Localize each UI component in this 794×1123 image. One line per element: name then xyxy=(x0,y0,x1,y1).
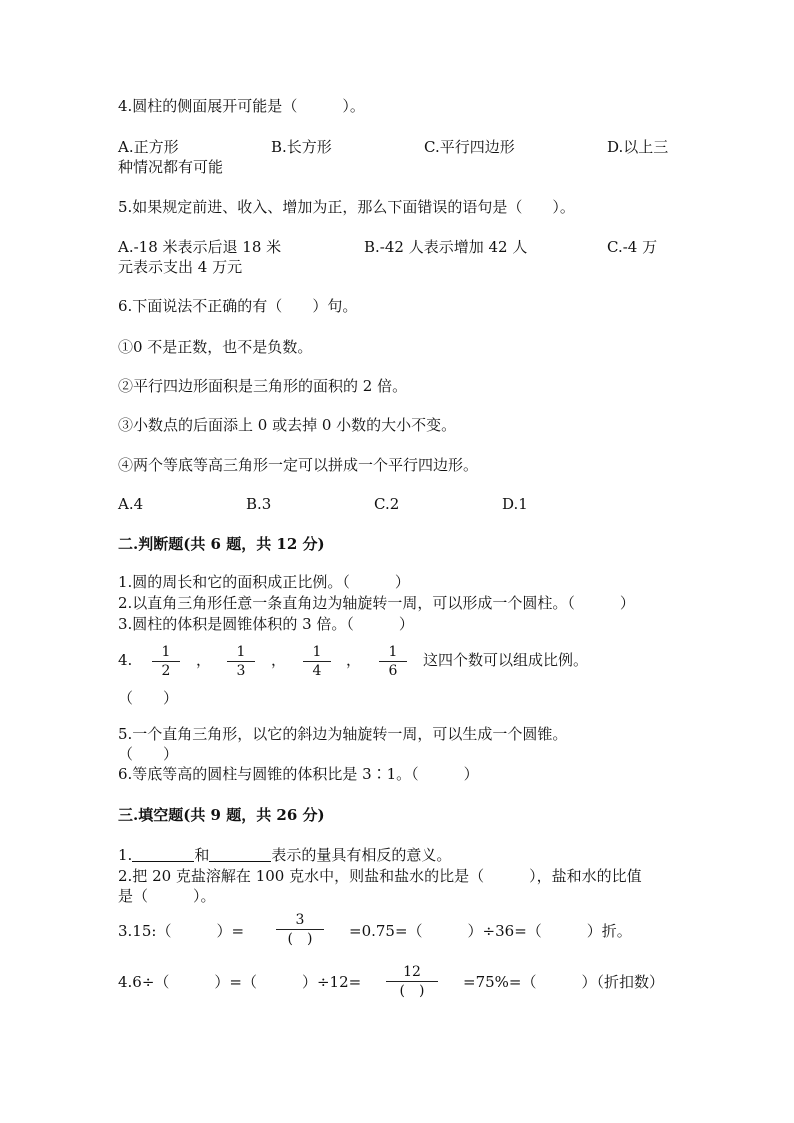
judge-4-comma-1: ， xyxy=(196,651,212,669)
fraction-1-numerator: 1 xyxy=(161,644,171,660)
fill-3-tail: =0.75=（ ）÷36=（ ）折。 xyxy=(349,922,632,940)
section-2-title: 二.判断题(共 6 题，共 12 分) xyxy=(118,535,325,553)
judge-4-fraction-3 xyxy=(297,644,337,679)
q5-option-b[interactable]: B.-42 人表示增加 42 人 xyxy=(364,238,528,256)
fraction-3-bar xyxy=(303,661,331,662)
q5-option-c-cont: 元表示支出 4 万元 xyxy=(118,258,243,276)
q5-option-a[interactable]: A.-18 米表示后退 18 米 xyxy=(118,238,282,256)
fill-4-fraction xyxy=(386,964,438,999)
q6-option-a[interactable]: A.4 xyxy=(118,495,144,513)
judge-3: 3.圆柱的体积是圆锥体积的 3 倍。（ ） xyxy=(118,615,414,633)
fill-3-head: 3.15:（ ）= xyxy=(118,922,245,940)
q4-stem: 4.圆柱的侧面展开可能是（ ）。 xyxy=(118,97,365,115)
q5-option-c[interactable]: C.-4 万 xyxy=(607,238,658,256)
fill-3-numerator: 3 xyxy=(295,912,305,928)
judge-2: 2.以直角三角形任意一条直角边为轴旋转一周，可以形成一个圆柱。（ ） xyxy=(118,594,635,612)
fill-4-head: 4.6÷（ ）=（ ）÷12= xyxy=(118,973,362,991)
fill-1-tail: 表示的量具有相反的意义。 xyxy=(271,846,452,864)
fill-2-line-1: 2.把 20 克盐溶解在 100 克水中，则盐和盐水的比是（ ），盐和水的比值 xyxy=(118,867,642,885)
fraction-2-numerator: 1 xyxy=(236,644,246,660)
fill-2-line-2: 是（ ）。 xyxy=(118,887,216,905)
fill-1-blank-2[interactable] xyxy=(209,847,271,862)
fill-1-blank-1[interactable] xyxy=(132,847,194,862)
fill-4-denominator[interactable]: ( ) xyxy=(399,983,425,999)
judge-4-fraction-4 xyxy=(373,644,413,679)
judge-1: 1.圆的周长和它的面积成正比例。（ ） xyxy=(118,573,410,591)
judge-4-fraction-2 xyxy=(221,644,261,679)
fill-3-bar xyxy=(276,929,324,930)
q6-statement-2: ②平行四边形面积是三角形的面积的 2 倍。 xyxy=(118,377,408,395)
fill-3-fraction xyxy=(276,912,324,947)
fill-4-bar xyxy=(386,981,438,982)
fill-1-and: 和 xyxy=(194,846,210,864)
fraction-1-bar xyxy=(152,661,180,662)
q6-stem: 6.下面说法不正确的有（ ）句。 xyxy=(118,297,358,315)
judge-4-comma-3: ， xyxy=(346,651,362,669)
q4-option-d[interactable]: D.以上三 xyxy=(607,138,669,156)
q4-option-c[interactable]: C.平行四边形 xyxy=(424,138,515,156)
judge-5: 5.一个直角三角形，以它的斜边为轴旋转一周，可以生成一个圆锥。 xyxy=(118,725,568,743)
q6-option-d[interactable]: D.1 xyxy=(502,495,528,513)
judge-4-fraction-1 xyxy=(146,644,186,679)
fraction-1-denominator: 2 xyxy=(161,663,171,679)
fill-4-tail: =75%=（ ）（折扣数） xyxy=(463,973,664,991)
judge-5-answer-paren[interactable]: （ ） xyxy=(118,745,179,763)
fraction-3-denominator: 4 xyxy=(312,663,322,679)
fraction-2-denominator: 3 xyxy=(236,663,246,679)
judge-6: 6.等底等高的圆柱与圆锥的体积比是 3∶1。（ ） xyxy=(118,765,479,783)
fraction-4-bar xyxy=(379,661,407,662)
q6-option-c[interactable]: C.2 xyxy=(374,495,400,513)
judge-4-comma-2: ， xyxy=(271,651,287,669)
fraction-4-numerator: 1 xyxy=(388,644,398,660)
fill-1 xyxy=(118,845,451,865)
q4-option-d-cont: 种情况都有可能 xyxy=(118,158,224,176)
fill-4-numerator: 12 xyxy=(403,964,421,980)
fill-1-number: 1. xyxy=(118,846,133,864)
judge-4-answer-paren[interactable]: （ ） xyxy=(118,689,179,707)
fraction-3-numerator: 1 xyxy=(312,644,322,660)
section-3-title: 三.填空题(共 9 题，共 26 分) xyxy=(118,806,325,824)
judge-4-number: 4. xyxy=(118,651,133,669)
q6-statement-4: ④两个等底等高三角形一定可以拼成一个平行四边形。 xyxy=(118,456,479,474)
q6-statement-3: ③小数点的后面添上 0 或去掉 0 小数的大小不变。 xyxy=(118,416,457,434)
judge-4-tail: 这四个数可以组成比例。 xyxy=(423,651,589,669)
fraction-2-bar xyxy=(227,661,255,662)
fraction-4-denominator: 6 xyxy=(388,663,398,679)
q4-option-b[interactable]: B.长方形 xyxy=(271,138,332,156)
fill-3-denominator[interactable]: ( ) xyxy=(287,931,313,947)
q5-stem: 5.如果规定前进、收入、增加为正，那么下面错误的语句是（ ）。 xyxy=(118,198,575,216)
q6-option-b[interactable]: B.3 xyxy=(246,495,272,513)
q4-option-a[interactable]: A.正方形 xyxy=(118,138,179,156)
q6-statement-1: ①0 不是正数，也不是负数。 xyxy=(118,338,313,356)
